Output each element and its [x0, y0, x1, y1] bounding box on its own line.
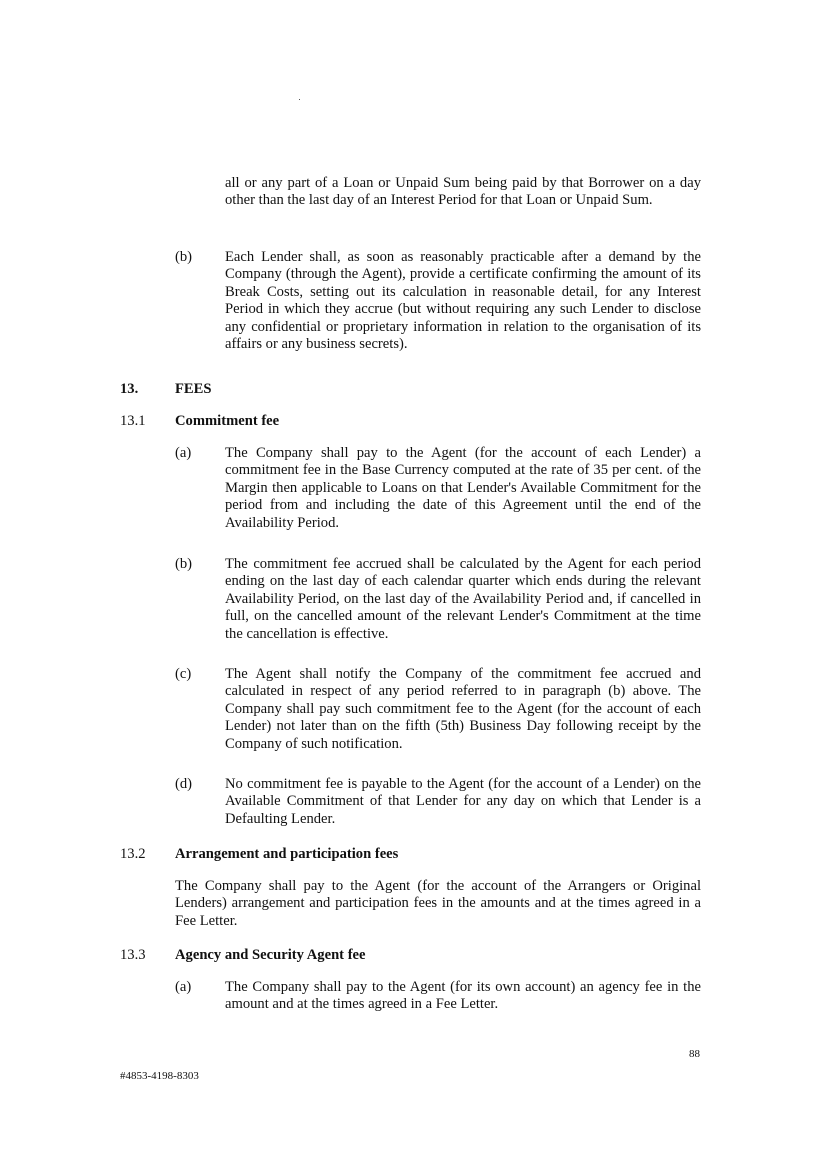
clause-13-1-a-text: The Company shall pay to the Agent (for the account of each Lender) a commitment fee in the Base Currency computed at the rate of 35 per cent. of the Margin then applicable to Loans on that Lender's Available Commitment for the period from and including the date of this Agreement until the end of the Availability Period.: [225, 445, 701, 531]
clause-13-2-text: The Company shall pay to the Agent (for the account of the Arrangers or Original Lenders) arrangement and participation fees in the amounts and at the times agreed in a Fee Letter.: [175, 878, 701, 929]
section-13-number: 13.: [120, 381, 139, 397]
document-reference: #4853-4198-8303: [120, 1070, 199, 1082]
continuation-paragraph: all or any part of a Loan or Unpaid Sum being paid by that Borrower on a day other than the last day of an Interest Period for that Loan or Unpaid Sum.: [225, 175, 701, 209]
clause-13-1-c-label: (c): [175, 666, 192, 682]
para-b-label: (b): [175, 249, 193, 265]
clause-13-1-d-text: No commitment fee is payable to the Agent (for the account of a Lender) on the Available Commitment of that Lender for any day on which that Lender is a Defaulting Lender.: [225, 776, 701, 827]
clause-13-2-title: Arrangement and participation fees: [175, 846, 399, 862]
clause-13-1-a-label: (a): [175, 445, 192, 461]
clause-13-1-b-label: (b): [175, 556, 193, 572]
clause-13-1-number: 13.1: [120, 413, 146, 429]
clause-13-3-a-text: The Company shall pay to the Agent (for its own account) an agency fee in the amount and at the times agreed in a Fee Letter.: [225, 979, 701, 1013]
section-13-title: FEES: [175, 381, 212, 397]
clause-13-1-c-text: The Agent shall notify the Company of the commitment fee accrued and calculated in respect of any period referred to in paragraph (b) above. The Company shall pay such commitment fee to the Agent (for the account of each Lender) not later than on the fifth (5th) Business Day following receipt by the Company of such notification.: [225, 666, 701, 752]
page-speck: [299, 99, 300, 100]
clause-13-1-b-text: The commitment fee accrued shall be calculated by the Agent for each period ending on the last day of each calendar quarter which ends during the relevant Availability Period, on the last day of the Availability Period and, if cancelled in full, on the cancelled amount of the relevant Lender's Commitment at the time the cancellation is effective.: [225, 556, 701, 642]
clause-13-1-title: Commitment fee: [175, 413, 280, 429]
clause-13-1-d-label: (d): [175, 776, 193, 792]
clause-13-3-number: 13.3: [120, 947, 146, 963]
clause-13-2-number: 13.2: [120, 846, 146, 862]
page-number: 88: [689, 1048, 700, 1060]
clause-13-3-a-label: (a): [175, 979, 192, 995]
para-b-text: Each Lender shall, as soon as reasonably practicable after a demand by the Company (through the Agent), provide a certificate confirming the amount of its Break Costs, setting out its calculation in reasonable detail, for any Interest Period in which they accrue (but without requiring any such Lender to disclose any confidential or proprietary information in relation to the organisation of its affairs or any business secrets).: [225, 249, 701, 353]
clause-13-3-title: Agency and Security Agent fee: [175, 947, 366, 963]
